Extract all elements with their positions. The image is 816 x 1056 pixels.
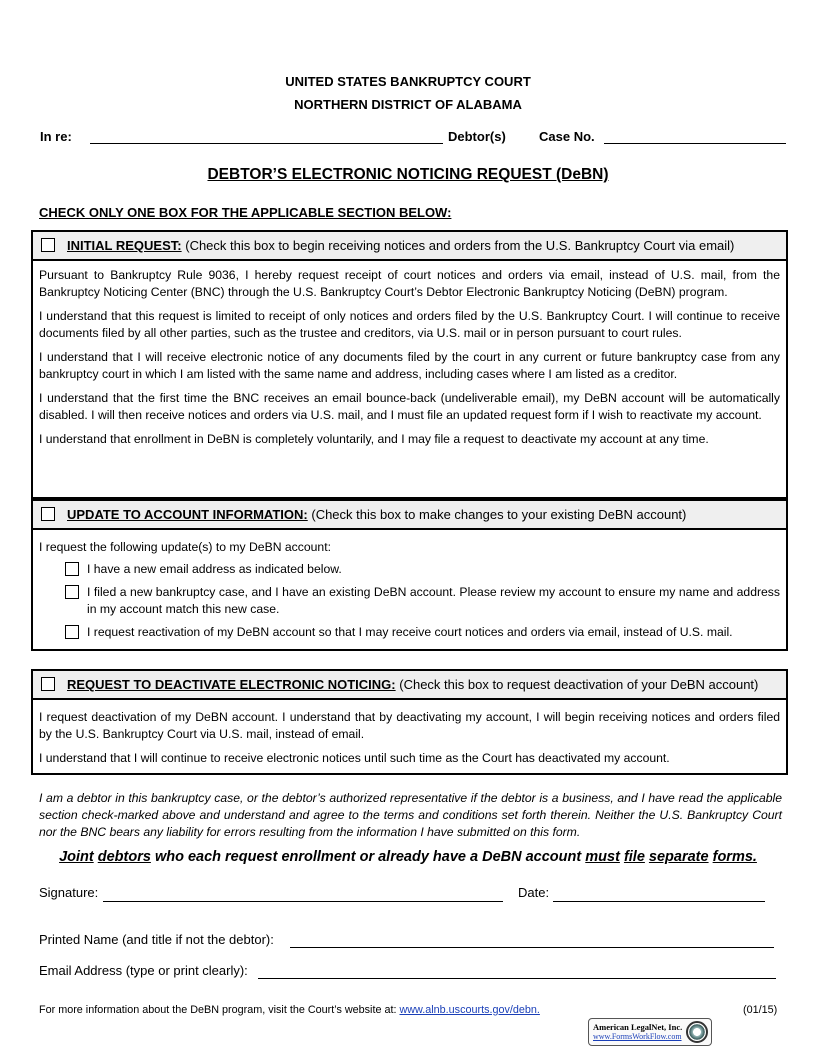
date-label: Date: [518, 885, 550, 900]
initial-paragraph: I understand that enrollment in DeBN is completely voluntarily, and I may file a request to deactivate my account at any time. [39, 432, 709, 446]
date-field[interactable] [553, 901, 765, 902]
publisher-seal-icon [686, 1021, 708, 1043]
initial-paragraph: I understand that the first time the BNC receives an email bounce-back (undeliverable email), my DeBN account will be automatically disabled. I will then receive notices and orders via U.S. mail, and I must file an updated request form if I wish to reactivate my account. [39, 391, 780, 422]
signature-label: Signature: [39, 885, 99, 900]
joint-word: Joint [59, 849, 94, 865]
initial-paragraph: Pursuant to Bankruptcy Rule 9036, I hereby request receipt of court notices and orders via email, instead of U.S. mail, from the Bankruptcy Noticing Center (BNC) through the U.S. Bankruptcy Court’s Debtor Electronic Bankruptcy Noticing (DeBN) program. [39, 268, 780, 299]
court-name: UNITED STATES BANKRUPTCY COURT [285, 74, 531, 89]
reactivation-checkbox[interactable] [65, 625, 79, 639]
court-website-link[interactable]: www.alnb.uscourts.gov/debn. [399, 1004, 540, 1016]
file-word: file [623, 849, 645, 865]
initial-request-checkbox[interactable] [41, 238, 55, 252]
update-account-checkbox[interactable] [41, 507, 55, 521]
initial-request-section [31, 230, 788, 499]
form-title: DEBTOR’S ELECTRONIC NOTICING REQUEST (DeBN) [207, 166, 609, 183]
court-header [0, 70, 816, 116]
update-account-label: UPDATE TO ACCOUNT INFORMATION: [67, 507, 308, 522]
court-district: NORTHERN DISTRICT OF ALABAMA [294, 97, 522, 112]
separate-word: separate [648, 849, 709, 865]
update-account-body [33, 530, 786, 641]
forms-word: forms. [712, 849, 757, 865]
signature-field[interactable] [103, 901, 503, 902]
publisher-name: American LegalNet, Inc. [593, 1022, 683, 1032]
in-re-label: In re: [40, 129, 72, 144]
update-account-description: (Check this box to make changes to your existing DeBN account) [311, 507, 687, 522]
update-option-text: I request reactivation of my DeBN account so that I may receive court notices and orders via email, instead of U.S. mail. [87, 625, 733, 639]
publisher-url: www.FormsWorkFlow.com [593, 1032, 682, 1041]
deactivate-header [33, 671, 786, 700]
certification-statement: I am a debtor in this bankruptcy case, or the debtor’s authorized representative if the debtor is a business, and I have read the applicable section check-marked above and understand and agree to the terms and conditions set forth therein. Neither the U.S. Bankruptcy Court nor the BNC bears any liability for errors resulting from the information I have submitted on this form. [39, 791, 782, 839]
footer-info-text: For more information about the DeBN program, visit the Court’s website at: [39, 1004, 397, 1016]
initial-paragraph: I understand that I will receive electronic notice of any documents filed by the court in any current or future bankruptcy case from any bankruptcy court in which I am listed with the same name and address, including cases where I am listed as a creditor. [39, 350, 780, 381]
debtors-word: debtors [97, 849, 151, 865]
debtors-label: Debtor(s) [448, 129, 506, 144]
initial-request-header [33, 232, 786, 261]
deactivate-paragraph: I understand that I will continue to receive electronic notices until such time as the Court has deactivated my account. [39, 751, 670, 765]
joint-debtors-notice [0, 849, 816, 865]
initial-paragraph: I understand that this request is limited to receipt of only notices and orders filed by the U.S. Bankruptcy Court. I will continue to receive documents filed by all other parties, such as the trustee and creditors, via U.S. mail or in person pursuant to court rules. [39, 309, 780, 340]
printed-name-field[interactable] [290, 947, 774, 948]
deactivate-paragraph: I request deactivation of my DeBN account. I understand that by deactivating my account, I will begin receiving notices and orders filed by the U.S. Bankruptcy Court via U.S. mail, instead of email. [39, 710, 780, 741]
update-option-new-case [39, 584, 780, 618]
deactivate-label: REQUEST TO DEACTIVATE ELECTRONIC NOTICING: [67, 677, 396, 692]
deactivate-checkbox[interactable] [41, 677, 55, 691]
email-label: Email Address (type or print clearly): [39, 963, 248, 978]
case-caption-row [40, 129, 786, 147]
update-option-text: I filed a new bankruptcy case, and I have an existing DeBN account. Please review my account to ensure my name and address in my account match this new case. [87, 585, 780, 616]
must-word: must [585, 849, 620, 865]
update-option-reactivation [39, 624, 780, 641]
debtor-name-field[interactable] [90, 143, 443, 144]
update-option-new-email [39, 561, 780, 578]
initial-request-body [33, 261, 786, 448]
new-email-checkbox[interactable] [65, 562, 79, 576]
printed-name-label: Printed Name (and title if not the debtor): [39, 932, 274, 947]
footer-info [39, 1004, 540, 1016]
check-instruction: CHECK ONLY ONE BOX FOR THE APPLICABLE SECTION BELOW: [39, 205, 452, 220]
update-account-header [33, 501, 786, 530]
form-revision-code: (01/15) [743, 1004, 778, 1016]
update-account-section [31, 499, 788, 651]
case-number-field[interactable] [604, 143, 786, 144]
initial-request-description: (Check this box to begin receiving notices and orders from the U.S. Bankruptcy Court via email) [185, 238, 735, 253]
case-no-label: Case No. [539, 129, 595, 144]
update-intro: I request the following update(s) to my DeBN account: [39, 540, 331, 554]
initial-request-label: INITIAL REQUEST: [67, 238, 182, 253]
joint-notice-middle: who each request enrollment or already have a DeBN account [154, 849, 582, 865]
email-field[interactable] [258, 978, 776, 979]
publisher-logo [588, 1018, 712, 1046]
update-option-text: I have a new email address as indicated below. [87, 562, 342, 576]
deactivate-description: (Check this box to request deactivation of your DeBN account) [399, 677, 759, 692]
new-case-checkbox[interactable] [65, 585, 79, 599]
deactivate-section [31, 669, 788, 775]
deactivate-body [33, 700, 786, 767]
